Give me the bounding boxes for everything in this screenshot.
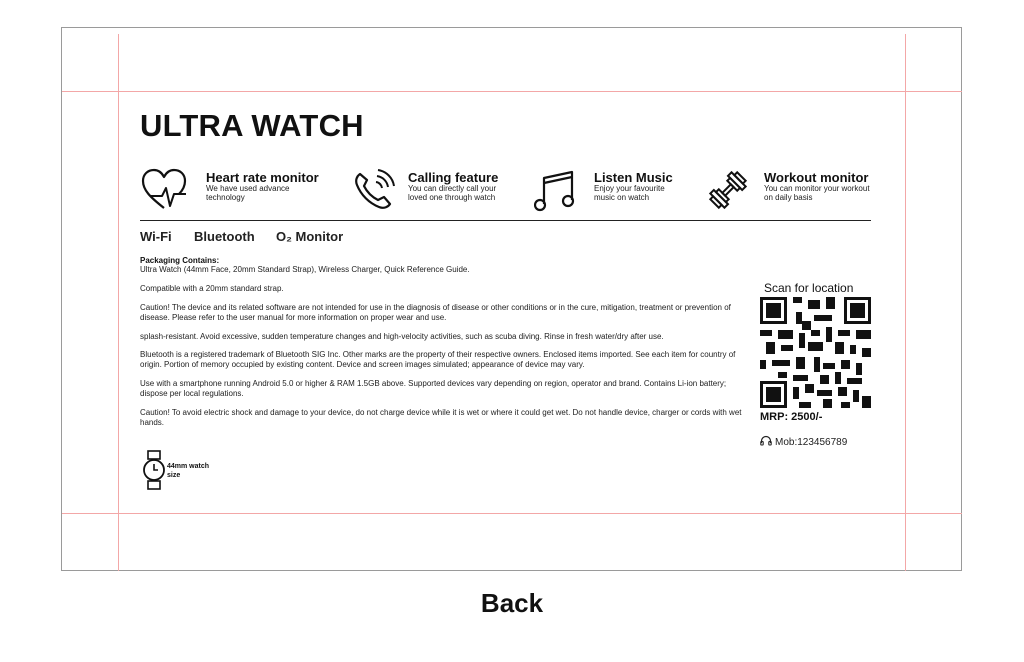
watch-size-label: 44mm watch size bbox=[167, 463, 210, 479]
feature-description: You can monitor your workout on daily basis bbox=[764, 184, 870, 202]
feature-title: Heart rate monitor bbox=[206, 170, 319, 185]
guide-line-top bbox=[62, 91, 962, 92]
guide-line-right bbox=[905, 34, 906, 571]
music-note-icon bbox=[534, 168, 576, 217]
product-title: ULTRA WATCH bbox=[140, 108, 364, 143]
dumbbell-icon bbox=[706, 168, 750, 217]
info-paragraph: Use with a smartphone running Android 5.0 or higher & RAM 1.5GB above. Supported devices vary depending on region, operator and brand. Contains Li-ion battery; dispose per local regulations. bbox=[140, 379, 727, 398]
guide-line-left bbox=[118, 34, 119, 571]
info-paragraph: Caution! The device and its related software are not intended for use in the diagnosis of disease or other conditions or in the cure, mitigation, treatment or prevention of disease. Please refer to the user manual for more information on proper wear and use. bbox=[140, 303, 731, 322]
watch-icon bbox=[143, 450, 165, 495]
page-caption: Back bbox=[480, 588, 544, 618]
feature-description: You can directly call your loved one through watch bbox=[408, 184, 497, 202]
guide-line-bottom bbox=[62, 513, 962, 514]
feature-title: Calling feature bbox=[408, 170, 499, 185]
info-paragraph: Bluetooth is a registered trademark of Bluetooth SIG Inc. Other marks are the property of their respective owners. Enclosed items imported. See each item for country of origin. Portion of memory occupied by existing content. Device and screen images simulated; appearance of device may vary. bbox=[140, 350, 736, 369]
info-paragraph: Caution! To avoid electric shock and damage to your device, do not charge device while it is wet or where it could get wet. Do not handle device, charger or cords with wet hands. bbox=[140, 408, 742, 427]
heart-pulse-icon bbox=[140, 168, 190, 217]
o2-monitor-label: O₂ Monitor bbox=[276, 229, 344, 244]
qr-code[interactable] bbox=[760, 297, 871, 408]
info-paragraph: splash-resistant. Avoid excessive, sudden temperature changes and high-velocity activities, such as scuba diving. Rinse in fresh water/dry after use. bbox=[140, 332, 664, 341]
feature-title: Listen Music bbox=[594, 170, 673, 185]
headset-icon bbox=[760, 435, 772, 447]
mobile-contact bbox=[760, 435, 847, 448]
info-paragraph: Compatible with a 20mm standard strap. bbox=[140, 284, 284, 293]
scan-label: Scan for location bbox=[764, 281, 854, 295]
mobile-number: Mob:123456789 bbox=[775, 437, 848, 448]
feature-description: We have used advance technology bbox=[206, 184, 290, 202]
bluetooth-label: Bluetooth bbox=[194, 229, 255, 244]
feature-description: Enjoy your favourite music on watch bbox=[594, 184, 665, 202]
packaging-contents: Ultra Watch (44mm Face, 20mm Standard Strap), Wireless Charger, Quick Reference Guide. bbox=[140, 265, 470, 274]
feature-title: Workout monitor bbox=[764, 170, 869, 185]
mrp-price: MRP: 2500/- bbox=[760, 411, 823, 423]
wifi-label: Wi-Fi bbox=[140, 229, 172, 244]
packaging-heading: Packaging Contains: bbox=[140, 256, 220, 265]
phone-call-icon bbox=[352, 168, 396, 217]
divider bbox=[140, 220, 871, 221]
